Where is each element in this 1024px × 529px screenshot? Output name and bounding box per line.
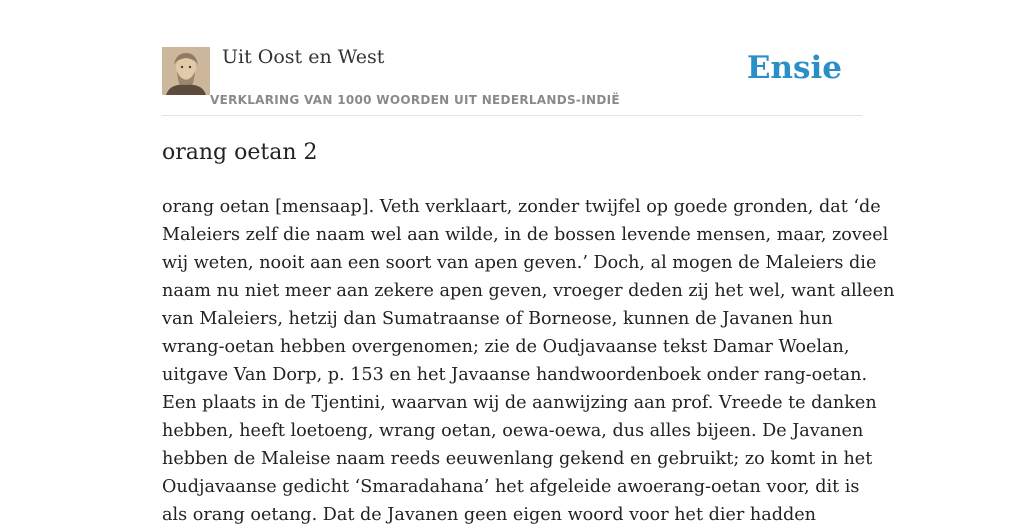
book-title[interactable]: Uit Oost en West <box>222 46 385 68</box>
body-line: naam nu niet meer aan zekere apen geven, vroeger deden zij het wel, want alleen <box>162 281 895 301</box>
brand-logo[interactable]: Ensie <box>746 50 842 86</box>
body-line: van Maleiers, hetzij dan Sumatraanse of Borneose, kunnen de Javanen hun <box>162 309 833 329</box>
body-line: hebben de Maleise naam reeds eeuwenlang gekend en gebruikt; zo komt in het <box>162 449 873 469</box>
body-line: als orang oetang. Dat de Javanen geen eigen woord voor het dier hadden <box>162 505 817 525</box>
entry-title: orang oetan 2 <box>162 140 318 165</box>
author-portrait-avatar[interactable] <box>162 47 210 95</box>
body-line: orang oetan [mensaap]. Veth verklaart, zonder twijfel op goede gronden, dat ‘de <box>162 197 881 217</box>
body-line: Oudjavaanse gedicht ‘Smaradahana’ het afgeleide awoerang-oetan voor, dit is <box>162 477 860 497</box>
header <box>162 0 862 116</box>
portrait-image <box>162 47 210 95</box>
body-line: hebben, heeft loetoeng, wrang oetan, oewa-oewa, dus alles bijeen. De Javanen <box>162 421 864 441</box>
body-line: wrang-oetan hebben overgenomen; zie de Oudjavaanse tekst Damar Woelan, <box>162 337 850 357</box>
body-line: wij weten, nooit aan een soort van apen geven.’ Doch, al mogen de Maleiers die <box>162 253 877 273</box>
body-line: uitgave Van Dorp, p. 153 en het Javaanse handwoordenboek onder rang-oetan. <box>162 365 868 385</box>
book-subtitle: VERKLARING VAN 1000 WOORDEN UIT NEDERLANDS-INDIË <box>210 93 620 107</box>
entry-body <box>162 193 895 529</box>
body-line: Maleiers zelf die naam wel aan wilde, in de bossen levende mensen, maar, zoveel <box>162 225 889 245</box>
body-line: Een plaats in de Tjentini, waarvan wij de aanwijzing aan prof. Vreede te danken <box>162 393 877 413</box>
